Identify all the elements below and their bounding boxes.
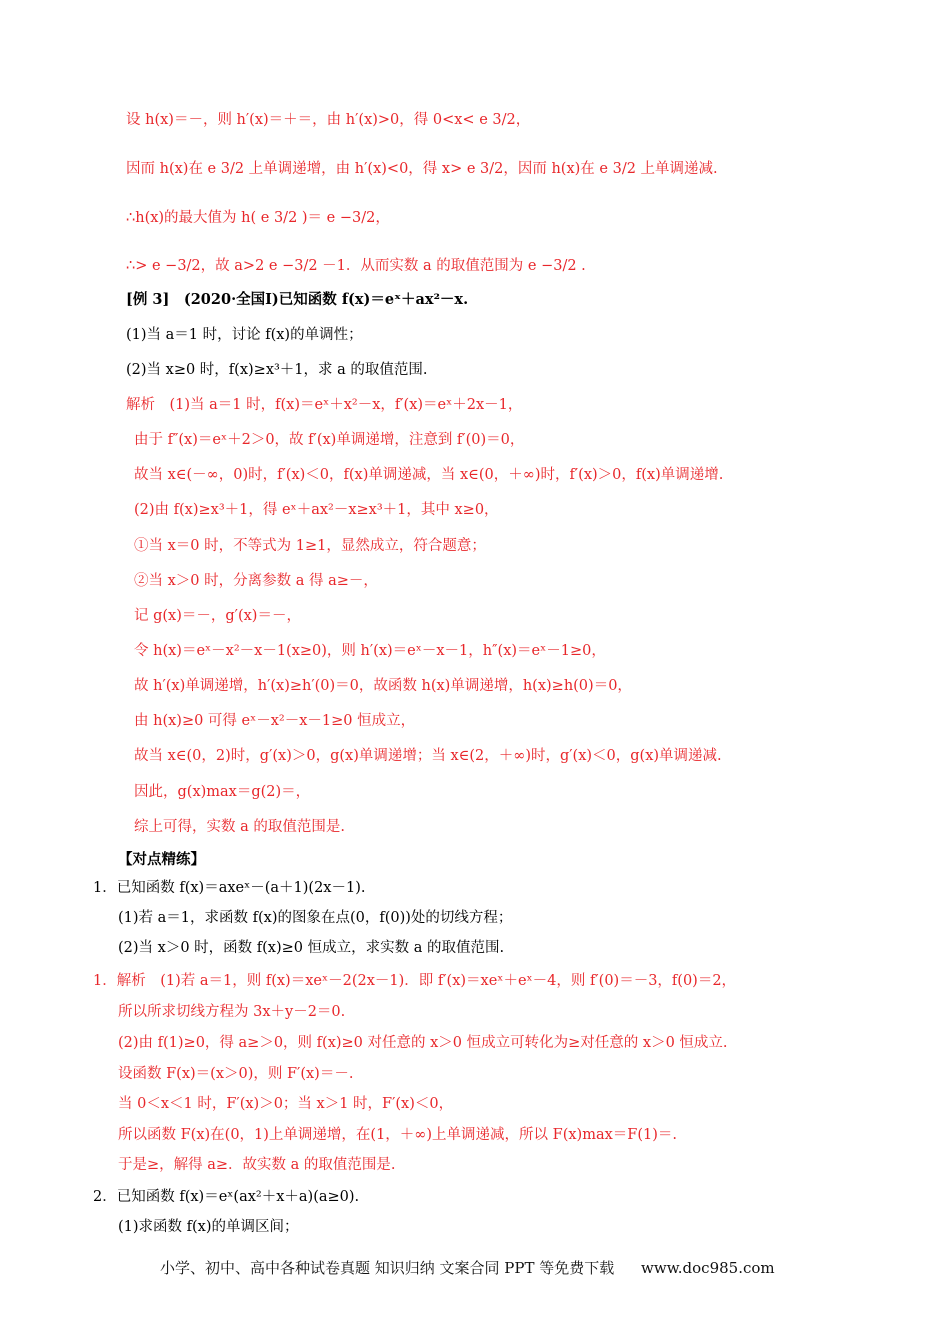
solution-line-1: 解析 (1)当 a＝1 时，f(x)＝eˣ＋x²－x，f′(x)＝eˣ＋2x－1， bbox=[126, 397, 523, 413]
answer-1-line-4: 设函数 F(x)＝(x＞0)，则 F′(x)＝－. bbox=[118, 1066, 354, 1082]
example-3-heading: [例 3] (2020·全国Ⅰ)已知函数 f(x)＝eˣ＋ax²－x. bbox=[126, 291, 469, 308]
problem-2-stem: 2．已知函数 f(x)＝eˣ(ax²＋x＋a)(a≥0). bbox=[93, 1189, 360, 1205]
answer-1-line-5: 当 0＜x＜1 时，F′(x)＞0；当 x＞1 时，F′(x)＜0， bbox=[118, 1096, 454, 1112]
footer-url[interactable]: www.doc985.com bbox=[641, 1259, 775, 1277]
answer-1-line-3: (2)由 f(1)≥0，得 a≥＞0，则 f(x)≥0 对任意的 x＞0 恒成立可转化为≥对任意的 x＞0 恒成立. bbox=[118, 1035, 728, 1051]
text-line-3: ∴h(x)的最大值为 h( e 3/2 )＝ e −3/2， bbox=[126, 210, 390, 226]
problem-2-part-1: (1)求函数 f(x)的单调区间； bbox=[118, 1219, 299, 1235]
answer-1-line-1: 1．解析 (1)若 a＝1，则 f(x)＝xeˣ－2(2x－1)．即 f′(x)＝xeˣ＋eˣ－4，则 f′(0)＝－3，f(0)＝2， bbox=[93, 973, 737, 989]
solution-line-10: 由 h(x)≥0 可得 eˣ－x²－x－1≥0 恒成立， bbox=[134, 713, 416, 729]
solution-line-13: 综上可得，实数 a 的取值范围是. bbox=[134, 819, 345, 835]
example-3-part-2: (2)当 x≥0 时，f(x)≥x³＋1，求 a 的取值范围. bbox=[126, 362, 428, 378]
text-line-1: 设 h(x)＝－，则 h′(x)＝＋＝，由 h′(x)>0，得 0<x< e 3/2， bbox=[126, 112, 531, 128]
solution-line-8: 令 h(x)＝eˣ－x²－x－1(x≥0)，则 h′(x)＝eˣ－x－1，h″(x)＝eˣ－1≥0， bbox=[134, 643, 606, 659]
problem-1-part-2: (2)当 x＞0 时，函数 f(x)≥0 恒成立，求实数 a 的取值范围. bbox=[118, 940, 505, 956]
text-line-2: 因而 h(x)在 e 3/2 上单调递增，由 h′(x)<0，得 x> e 3/2，因而 h(x)在 e 3/2 上单调递减. bbox=[126, 161, 718, 177]
solution-line-5: ①当 x＝0 时，不等式为 1≥1，显然成立，符合题意； bbox=[134, 538, 486, 554]
answer-1-line-6: 所以函数 F(x)在(0，1)上单调递增，在(1，＋∞)上单调递减，所以 F(x)max＝F(1)＝. bbox=[118, 1127, 677, 1143]
answer-1-line-2: 所以所求切线方程为 3x＋y－2＝0. bbox=[118, 1004, 346, 1020]
solution-line-12: 因此，g(x)max＝g(2)＝， bbox=[134, 784, 311, 800]
solution-line-9: 故 h′(x)单调递增，h′(x)≥h′(0)＝0，故函数 h(x)单调递增，h(x)≥h(0)＝0， bbox=[134, 678, 632, 694]
solution-line-2: 由于 f″(x)＝eˣ＋2＞0，故 f′(x)单调递增，注意到 f′(0)＝0， bbox=[134, 432, 525, 448]
text-line-4: ∴> e −3/2，故 a>2 e −3/2 －1．从而实数 a 的取值范围为 e −3/2 . bbox=[126, 258, 586, 274]
solution-line-4: (2)由 f(x)≥x³＋1，得 eˣ＋ax²－x≥x³＋1，其中 x≥0， bbox=[134, 502, 499, 518]
example-3-part-1: (1)当 a＝1 时，讨论 f(x)的单调性； bbox=[126, 327, 363, 343]
answer-1-line-7: 于是≥，解得 a≥．故实数 a 的取值范围是. bbox=[118, 1157, 396, 1173]
page-footer bbox=[160, 1257, 775, 1278]
practice-heading: 【对点精练】 bbox=[118, 851, 205, 868]
problem-1-stem: 1．已知函数 f(x)＝axeˣ－(a＋1)(2x－1). bbox=[93, 880, 366, 896]
solution-line-6: ②当 x＞0 时，分离参数 a 得 a≥－， bbox=[134, 573, 378, 589]
problem-1-part-1: (1)若 a＝1，求函数 f(x)的图象在点(0，f(0))处的切线方程； bbox=[118, 910, 513, 926]
solution-line-11: 故当 x∈(0，2)时，g′(x)＞0，g(x)单调递增；当 x∈(2，＋∞)时，g′(x)＜0，g(x)单调递减. bbox=[134, 748, 722, 764]
solution-line-7: 记 g(x)＝－，g′(x)＝－， bbox=[134, 608, 301, 624]
solution-line-3: 故当 x∈(－∞，0)时，f′(x)＜0，f(x)单调递减，当 x∈(0，＋∞)时，f′(x)＞0，f(x)单调递增. bbox=[134, 467, 724, 483]
footer-text: 小学、初中、高中各种试卷真题 知识归纳 文案合同 PPT 等免费下载 bbox=[160, 1259, 615, 1277]
